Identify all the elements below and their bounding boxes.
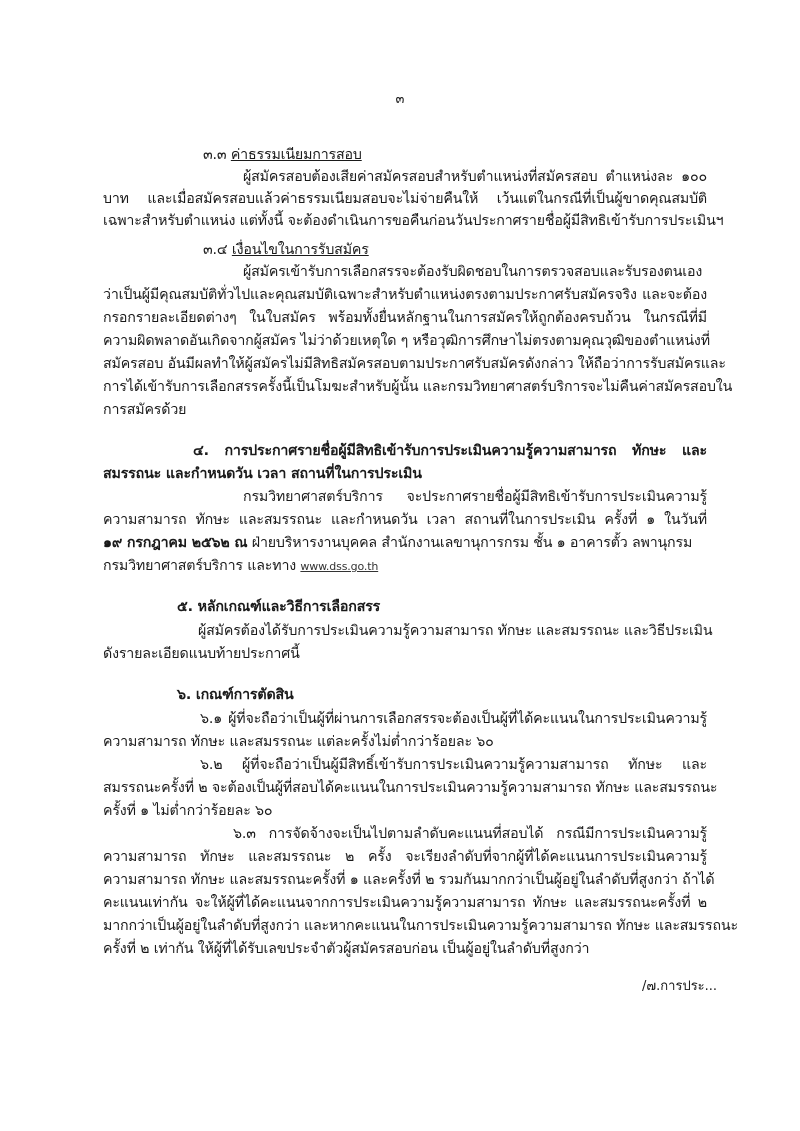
- section-3-3-heading: [203, 144, 703, 166]
- paragraph-line: บาท และเมื่อสมัครสอบแล้วค่าธรรมเนียมสอบจะไม่จ่ายคืนให้ เว้นแต่ในกรณีที่เป็นผู้ขาดคุณสมบัติ: [103, 191, 707, 207]
- paragraph-line: ๖.๒ ผู้ที่จะถือว่าเป็นผู้มีสิทธิ์เข้ารับการประเมินความรู้ความสามารถ ทักษะ และ: [200, 757, 707, 773]
- announcement-date: ๑๙ กรกฎาคม ๒๕๖๒ ณ: [103, 535, 248, 551]
- section-title: เงื่อนไขในการรับสมัคร: [231, 242, 369, 258]
- paragraph-line: สมัครสอบ อันมีผลทำให้ผู้สมัครไม่มีสิทธิสมัครสอบตามประกาศรับสมัครดังกล่าว ให้ถือว่าการรับสมัครและ: [103, 356, 726, 372]
- paragraph-line: ผู้สมัครเข้ารับการเลือกสรรจะต้องรับผิดชอบในการตรวจสอบและรับรองตนเอง: [243, 264, 703, 280]
- paragraph-line: [103, 532, 707, 554]
- paragraph-line: ดังรายละเอียดแนบท้ายประกาศนี้: [103, 646, 300, 662]
- paragraph-line: การได้เข้ารับการเลือกสรรครั้งนี้เป็นโมฆะสำหรับผู้นั้น และกรมวิทยาศาสตร์บริการจะไม่คืนค่าสมัครสอบใน: [103, 379, 733, 395]
- paragraph-line: ความสามารถ ทักษะ และสมรรถนะ และกำหนดวัน เวลา สถานที่ในการประเมิน ครั้งที่ ๑ ในวันที่: [103, 512, 707, 528]
- paragraph-text: กรมวิทยาศาสตร์บริการ และทาง: [103, 558, 301, 574]
- location-text: ฝ่ายบริหารงานบุคคล สำนักงานเลขานุการกรม ชั้น ๑ อาคารตั้ว ลพานุกรม: [247, 535, 693, 551]
- section-3-4-heading: [203, 239, 703, 261]
- paragraph-line: การสมัครด้วย: [103, 402, 187, 418]
- website-link[interactable]: www.dss.go.th: [300, 560, 379, 573]
- paragraph-line: ความสามารถ ทักษะ และสมรรถนะ ๒ ครั้ง จะเรียงลำดับที่จากผู้ที่ได้คะแนนการประเมินความรู้: [103, 849, 707, 865]
- section-title: ค่าธรรมเนียมการสอบ: [230, 147, 362, 163]
- paragraph-line: สมรรถนะครั้งที่ ๒ จะต้องเป็นผู้ที่สอบได้คะแนนในการประเมินความรู้ความสามารถ ทักษะ และสมรรถนะ: [103, 780, 718, 796]
- paragraph-line: [103, 555, 707, 578]
- section-4-heading-line2: สมรรถนะ และกำหนดวัน เวลา สถานที่ในการประเมิน: [103, 466, 422, 482]
- page-number: ๓: [395, 92, 405, 107]
- section-5-heading: ๕. หลักเกณฑ์และวิธีการเลือกสรร: [177, 599, 381, 615]
- paragraph-line: มากกว่าเป็นผู้อยู่ในลำดับที่สูงกว่า และหากคะแนนในการประเมินความรู้ความสามารถ ทักษะ และสมรรถนะ: [103, 918, 738, 934]
- paragraph-line: ความผิดพลาดอันเกิดจากผู้สมัคร ไม่ว่าด้วยเหตุใด ๆ หรือวุฒิการศึกษาไม่ตรงตามคุณวุฒิของตำแหน่งที่: [103, 333, 710, 349]
- paragraph-line: เฉพาะสำหรับตำแหน่ง แต่ทั้งนี้ จะต้องดำเนินการขอคืนก่อนวันประกาศรายชื่อผู้มีสิทธิเข้ารับการประเมินฯ: [103, 213, 724, 229]
- paragraph-line: ครั้งที่ ๒ เท่ากัน ให้ผู้ที่ได้รับเลขประจำตัวผู้สมัครสอบก่อน เป็นผู้อยู่ในลำดับที่สูงกว่า: [103, 941, 590, 957]
- section-4-heading-line1: ๔. การประกาศรายชื่อผู้มีสิทธิเข้ารับการประเมินความรู้ความสามารถ ทักษะ และ: [193, 443, 707, 459]
- paragraph-line: ผู้สมัครสอบต้องเสียค่าสมัครสอบสำหรับตำแหน่งที่สมัครสอบ ตำแหน่งละ ๑๐๐: [243, 169, 707, 185]
- paragraph-line: ผู้สมัครต้องได้รับการประเมินความรู้ความสามารถ ทักษะ และสมรรถนะ และวิธีประเมิน: [198, 623, 713, 639]
- paragraph-line: ว่าเป็นผู้มีคุณสมบัติทั่วไปและคุณสมบัติเฉพาะสำหรับตำแหน่งตรงตามประกาศรับสมัครจริง และจะต้อง: [103, 287, 707, 303]
- paragraph-line: ครั้งที่ ๑ ไม่ต่ำกว่าร้อยละ ๖๐: [103, 803, 273, 819]
- section-number: ๓.๓: [203, 147, 227, 163]
- continuation-marker: /๗.การประ...: [642, 979, 718, 994]
- paragraph-line: คะแนนเท่ากัน จะให้ผู้ที่ได้คะแนนจากการประเมินความรู้ความสามารถ ทักษะ และสมรรถนะครั้งที่ ๒: [103, 895, 707, 911]
- paragraph-line: กรมวิทยาศาสตร์บริการ จะประกาศรายชื่อผู้มีสิทธิเข้ารับการประเมินความรู้: [243, 489, 707, 505]
- paragraph-line: ความสามารถ ทักษะ และสมรรถนะ แต่ละครั้งไม่ต่ำกว่าร้อยละ ๖๐: [103, 734, 494, 750]
- paragraph-line: กรอกรายละเอียดต่างๆ ในใบสมัคร พร้อมทั้งยื่นหลักฐานในการสมัครให้ถูกต้องครบถ้วน ในกรณีที่มี: [103, 310, 707, 326]
- section-6-heading: ๖. เกณฑ์การตัดสิน: [177, 687, 294, 703]
- paragraph-line: ความสามารถ ทักษะ และสมรรถนะครั้งที่ ๑ และครั้งที่ ๒ รวมกันมากกว่าเป็นผู้อยู่ในลำดับที่สูงกว่า ถ้าได้: [103, 872, 715, 888]
- section-number: ๓.๔: [203, 242, 228, 258]
- paragraph-line: ๖.๓ การจัดจ้างจะเป็นไปตามลำดับคะแนนที่สอบได้ กรณีมีการประเมินความรู้: [233, 826, 707, 842]
- paragraph-line: ๖.๑ ผู้ที่จะถือว่าเป็นผู้ที่ผ่านการเลือกสรรจะต้องเป็นผู้ที่ได้คะแนนในการประเมินความรู้: [200, 711, 707, 727]
